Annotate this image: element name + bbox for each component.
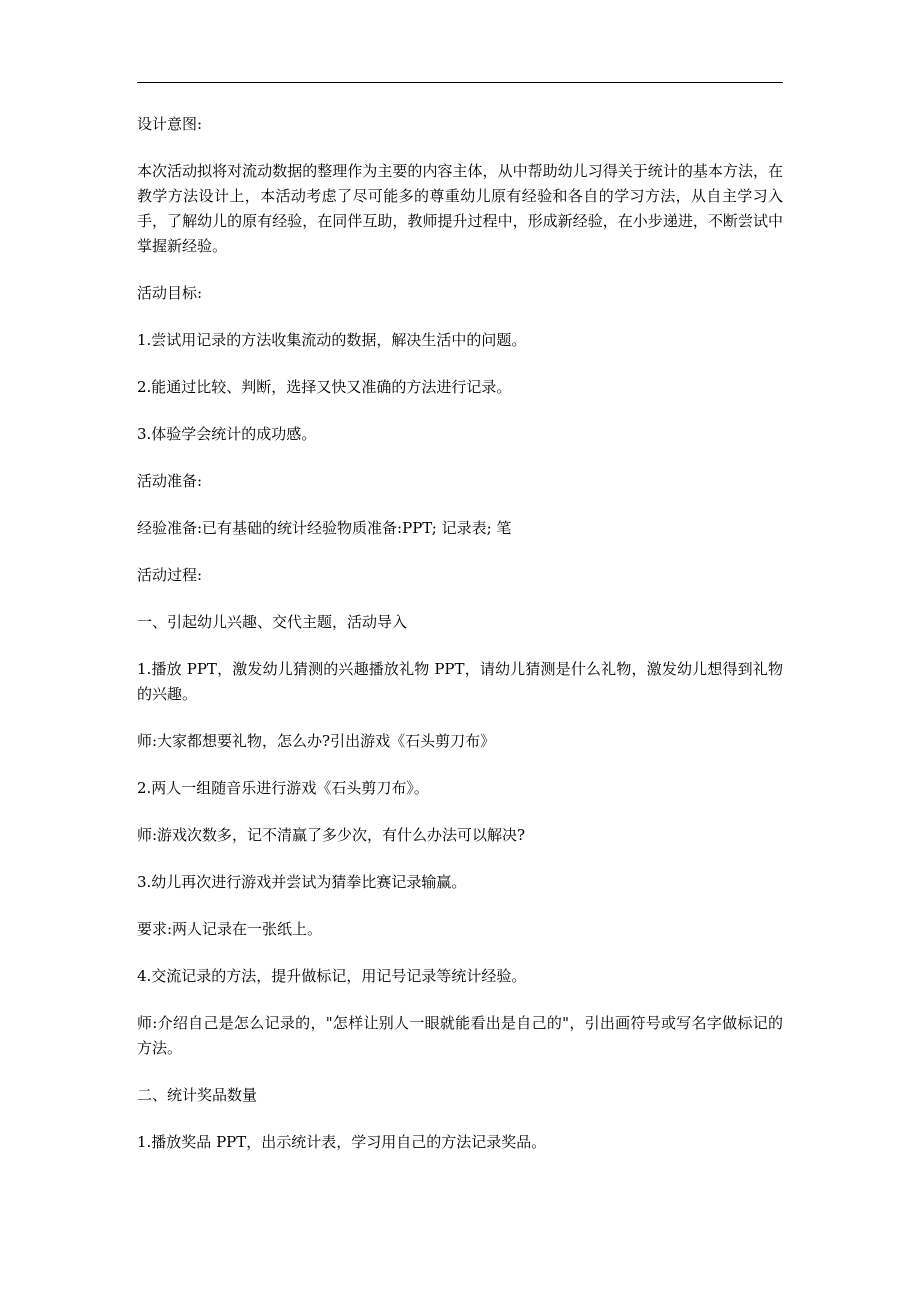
paragraph-design-intent: 本次活动拟将对流动数据的整理作为主要的内容主体，从中帮助幼儿习得关于统计的基本方法，在教学方法设计上，本活动考虑了尽可能多的尊重幼儿原有经验和各自的学习方法，从自主学习入手，了解幼儿的原有经验，在同伴互助，教师提升过程中，形成新经验，在小步递进，不断尝试中掌握新经验。	[137, 162, 783, 255]
process-step-3: 3.幼儿再次进行游戏并尝试为猜拳比赛记录输赢。	[137, 873, 467, 891]
teacher-line-3: 师:介绍自己是怎么记录的，"怎样让别人一眼就能看出是自己的"，引出画符号或写名字做标记的方法。	[137, 1014, 783, 1057]
document-body	[137, 112, 783, 1177]
process-step-1: 1.播放 PPT，激发幼儿猜测的兴趣播放礼物 PPT，请幼儿猜测是什么礼物，激发幼儿想得到礼物的兴趣。	[137, 660, 783, 703]
process-part-2-step-1: 1.播放奖品 PPT，出示统计表，学习用自己的方法记录奖品。	[137, 1133, 547, 1151]
process-step-2: 2.两人一组随音乐进行游戏《石头剪刀布》。	[137, 779, 429, 797]
goal-item-2: 2.能通过比较、判断，选择又快又准确的方法进行记录。	[137, 378, 512, 396]
section-heading-process: 活动过程:	[137, 566, 203, 584]
teacher-line-2: 师:游戏次数多，记不清赢了多少次，有什么办法可以解决?	[137, 826, 526, 844]
requirement-line: 要求:两人记录在一张纸上。	[137, 920, 323, 938]
goal-item-1: 1.尝试用记录的方法收集流动的数据，解决生活中的问题。	[137, 331, 527, 349]
process-part-1-heading: 一、引起幼儿兴趣、交代主题，活动导入	[137, 613, 408, 631]
section-heading-goals: 活动目标:	[137, 284, 203, 302]
section-heading-design-intent: 设计意图:	[137, 115, 203, 133]
process-step-4: 4.交流记录的方法，提升做标记，用记号记录等统计经验。	[137, 967, 527, 985]
goal-item-3: 3.体验学会统计的成功感。	[137, 425, 317, 443]
section-heading-preparation: 活动准备:	[137, 472, 203, 490]
process-part-2-heading: 二、统计奖品数量	[137, 1086, 258, 1104]
header-rule	[137, 82, 783, 83]
teacher-line-1: 师:大家都想要礼物，怎么办?引出游戏《石头剪刀布》	[137, 732, 496, 750]
paragraph-preparation: 经验准备:已有基础的统计经验物质准备:PPT; 记录表; 笔	[137, 519, 512, 537]
